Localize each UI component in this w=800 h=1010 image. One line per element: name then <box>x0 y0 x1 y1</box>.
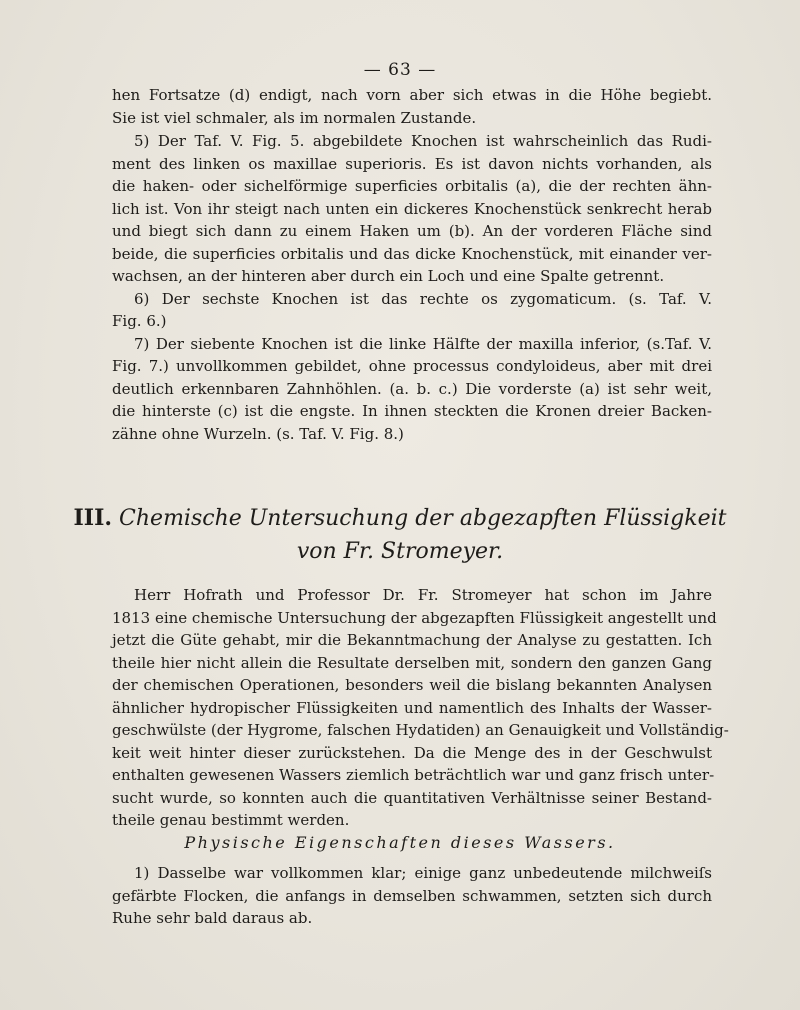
text-line: 6) Der sechste Knochen ist das rechte os zygomaticum. (s. Taf. V. <box>134 289 712 308</box>
text-line: Fig. 7.) unvollkommen gebildet, ohne processus condyloideus, aber mit drei <box>112 357 712 375</box>
text-line: Sie ist viel schmaler, als im normalen Zustande. <box>112 108 477 127</box>
text-line: hen Fortsatze (d) endigt, nach vorn aber sich etwas in die Höhe begiebt. <box>112 86 712 104</box>
text-line: wachsen, an der hinteren aber durch ein Loch und eine Spalte getrennt. <box>112 267 665 285</box>
paragraph-item-1 <box>112 862 712 930</box>
text-line: sucht wurde, so konnten auch die quantitativen Verhältnisse seiner Bestand- <box>112 788 712 807</box>
text-line: deutlich erkennbaren Zahnhöhlen. (a. b. c.) Die vorderste (a) ist sehr weit, <box>112 379 712 398</box>
section-heading <box>0 503 800 534</box>
page-number: — 63 — <box>363 60 437 80</box>
text-line: 1) Dasselbe war vollkommen klar; einige ganz unbedeutende milchweiſs <box>134 864 712 882</box>
text-line: die hinterste (c) ist die engste. In ihnen steckten die Kronen dreier Backen- <box>112 402 712 420</box>
text-line: geschwülste (der Hygrome, falschen Hydatiden) an Genauigkeit und Vollständig- <box>112 721 729 739</box>
subheading: Physische Eigenschaften dieses Wassers. <box>184 833 616 852</box>
text-line: theile genau bestimmt werden. <box>112 811 350 829</box>
text-line: theile hier nicht allein die Resultate derselben mit, sondern den ganzen Gang <box>112 653 712 672</box>
paragraph-continuation <box>112 84 712 129</box>
text-line: ähnlicher hydropischer Flüssigkeiten und namentlich des Inhalts der Wasser- <box>112 698 712 717</box>
section-number: III. <box>73 505 113 531</box>
text-line: Herr Hofrath und Professor Dr. Fr. Stromeyer hat schon im Jahre <box>134 586 712 604</box>
text-line: keit weit hinter dieser zurückstehen. Da die Menge des in der Geschwulst <box>112 743 712 762</box>
text-line: gefärbte Flocken, die anfangs in demselben schwammen, setzten sich durch <box>112 886 712 905</box>
text-line: 1813 eine chemische Untersuchung der abgezapften Flüssigkeit angestellt und <box>112 608 717 627</box>
text-line: Ruhe sehr bald daraus ab. <box>112 909 313 927</box>
text-line: zähne ohne Wurzeln. (s. Taf. V. Fig. 8.) <box>112 424 404 443</box>
text-line: beide, die superficies orbitalis und das dicke Knochenstück, mit einander ver- <box>112 244 712 263</box>
text-line: 7) Der siebente Knochen ist die linke Hälfte der maxilla inferior, (s.Taf. V. <box>134 334 712 353</box>
paragraph-introduction <box>112 584 729 832</box>
section-title-line-1: Chemische Untersuchung der abgezapften Flüssigkeit <box>119 506 727 531</box>
text-line: 5) Der Taf. V. Fig. 5. abgebildete Knochen ist wahrscheinlich das Rudi- <box>134 132 712 150</box>
text-line: und biegt sich dann zu einem Haken um (b). An der vorderen Fläche sind <box>112 222 712 240</box>
text-line: lich ist. Von ihr steigt nach unten ein dickeres Knochenstück senkrecht herab <box>112 199 712 218</box>
text-line: die haken- oder sichelförmige superficies orbitalis (a), die der rechten ähn- <box>112 177 712 195</box>
text-line: ment des linken os maxillae superioris. Es ist davon nichts vorhanden, als <box>112 154 712 173</box>
text-line: der chemischen Operationen, besonders weil die bislang bekannten Analysen <box>112 676 712 694</box>
text-line: jetzt die Güte gehabt, mir die Bekanntmachung der Analyse zu gestatten. Ich <box>112 631 712 649</box>
paragraph-items-5-7 <box>112 130 712 445</box>
text-line: enthalten gewesenen Wassers ziemlich beträchtlich war und ganz frisch unter- <box>112 766 715 784</box>
section-heading-author <box>0 537 800 567</box>
section-title-line-2: von Fr. Stromeyer. <box>296 539 504 564</box>
text-line: Fig. 6.) <box>112 312 167 330</box>
